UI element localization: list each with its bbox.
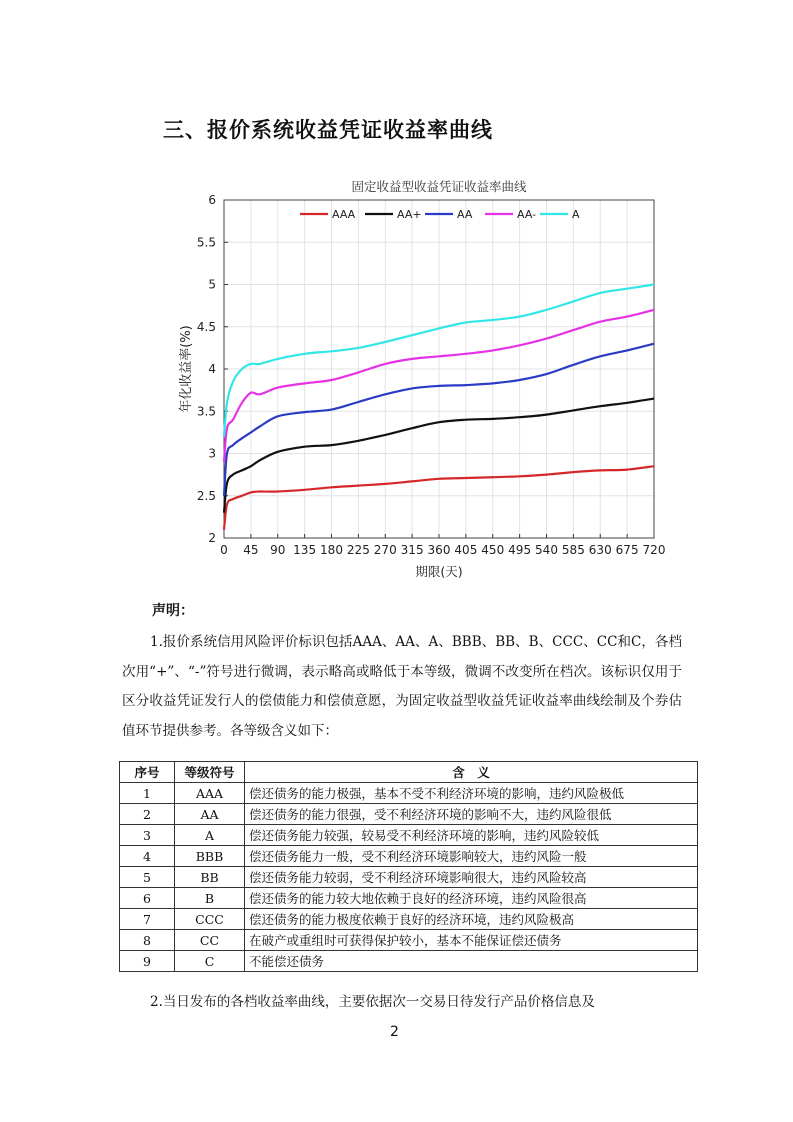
x-tick-label: 405 xyxy=(454,543,478,557)
x-tick-label: 585 xyxy=(561,543,585,557)
legend-label: A xyxy=(572,208,580,221)
row-meaning: 偿还债务的能力较大地依赖于良好的经济环境，违约风险很高 xyxy=(245,888,698,909)
y-tick-label: 3.5 xyxy=(196,404,216,419)
row-grade: AAA xyxy=(175,783,245,804)
row-index: 5 xyxy=(120,867,175,888)
x-tick-label: 675 xyxy=(615,543,639,557)
y-tick-label: 6 xyxy=(208,193,216,207)
x-tick-label: 225 xyxy=(346,543,370,557)
x-tick-label: 135 xyxy=(293,543,317,557)
row-index: 3 xyxy=(120,825,175,846)
chart-x-axis-label: 期限(天) xyxy=(415,564,463,579)
x-tick-label: 630 xyxy=(588,543,612,557)
header-grade-symbol: 等级符号 xyxy=(175,762,245,783)
page-number: 2 xyxy=(390,1024,399,1040)
row-meaning: 在破产或重组时可获得保护较小，基本不能保证偿还债务 xyxy=(245,930,698,951)
row-index: 6 xyxy=(120,888,175,909)
y-tick-label: 5.5 xyxy=(196,235,216,250)
row-grade: A xyxy=(175,825,245,846)
row-index: 9 xyxy=(120,951,175,972)
row-meaning: 偿还债务能力一般，受不利经济环境影响较大，违约风险一般 xyxy=(245,846,698,867)
table-row xyxy=(120,783,698,804)
yield-curve-chart xyxy=(150,170,670,590)
declaration-paragraph-1: 1.报价系统信用风险评价标识包括AAA、AA、A、BBB、BB、B、CCC、CC和C，各档次用“+”、“-”符号进行微调，表示略高或略低于本等级，微调不改变所在档次。该标识仅用于区分收益凭证发行人的偿债能力和偿债意愿，为固定收益型收益凭证收益率曲线绘制及个券估值环节提供参考。各等级含义如下： xyxy=(122,634,682,739)
row-meaning: 偿还债务能力较强，较易受不利经济环境的影响，违约风险较低 xyxy=(245,825,698,846)
x-tick-label: 360 xyxy=(427,543,451,557)
x-tick-label: 495 xyxy=(508,543,532,557)
legend-label: AAA xyxy=(332,208,356,221)
row-grade: B xyxy=(175,888,245,909)
declaration-heading: 声明： xyxy=(152,603,194,619)
chart-y-axis-label: 年化收益率(%) xyxy=(179,325,194,413)
header-meaning: 含 义 xyxy=(245,762,698,783)
declaration-paragraph-2: 2.当日发布的各档收益率曲线，主要依据次一交易日待发行产品价格信息及 xyxy=(150,994,595,1010)
header-index: 序号 xyxy=(120,762,175,783)
table-row xyxy=(120,951,698,972)
table-row xyxy=(120,846,698,867)
chart-title: 固定收益型收益凭证收益率曲线 xyxy=(351,179,527,194)
y-tick-label: 5 xyxy=(208,277,216,292)
x-tick-label: 45 xyxy=(243,543,259,557)
x-tick-label: 720 xyxy=(642,543,666,557)
y-tick-label: 4 xyxy=(208,362,216,376)
table-row xyxy=(120,909,698,930)
grade-definition-table xyxy=(119,761,698,972)
y-tick-label: 2.5 xyxy=(196,488,216,503)
x-tick-label: 315 xyxy=(400,543,424,557)
legend-label: AA xyxy=(457,208,473,221)
row-grade: CCC xyxy=(175,909,245,930)
row-meaning: 偿还债务的能力很强，受不利经济环境的影响不大，违约风险很低 xyxy=(245,804,698,825)
row-meaning: 偿还债务的能力极度依赖于良好的经济环境，违约风险极高 xyxy=(245,909,698,930)
x-tick-label: 90 xyxy=(270,543,286,557)
row-meaning: 偿还债务能力较弱，受不利经济环境影响很大，违约风险较高 xyxy=(245,867,698,888)
row-grade: AA xyxy=(175,804,245,825)
row-index: 2 xyxy=(120,804,175,825)
x-tick-label: 270 xyxy=(373,543,397,557)
table-row xyxy=(120,804,698,825)
table-row xyxy=(120,930,698,951)
x-tick-label: 450 xyxy=(481,543,505,557)
legend-label: AA- xyxy=(517,208,537,221)
section-title: 三、报价系统收益凭证收益率曲线 xyxy=(163,118,493,142)
row-grade: CC xyxy=(175,930,245,951)
row-index: 4 xyxy=(120,846,175,867)
x-tick-label: 180 xyxy=(320,543,343,557)
y-tick-label: 3 xyxy=(208,446,216,461)
row-index: 8 xyxy=(120,930,175,951)
x-tick-label: 540 xyxy=(535,543,558,557)
row-grade: BB xyxy=(175,867,245,888)
x-tick-label: 0 xyxy=(220,543,228,557)
row-grade: BBB xyxy=(175,846,245,867)
y-tick-label: 4.5 xyxy=(196,319,216,334)
table-row xyxy=(120,825,698,846)
row-index: 1 xyxy=(120,783,175,804)
legend-label: AA+ xyxy=(397,208,422,221)
row-meaning: 不能偿还债务 xyxy=(245,951,698,972)
row-index: 7 xyxy=(120,909,175,930)
y-tick-label: 2 xyxy=(208,531,216,545)
row-grade: C xyxy=(175,951,245,972)
table-row xyxy=(120,888,698,909)
row-meaning: 偿还债务的能力极强，基本不受不利经济环境的影响，违约风险极低 xyxy=(245,783,698,804)
table-row xyxy=(120,867,698,888)
table-header-row xyxy=(120,762,698,783)
